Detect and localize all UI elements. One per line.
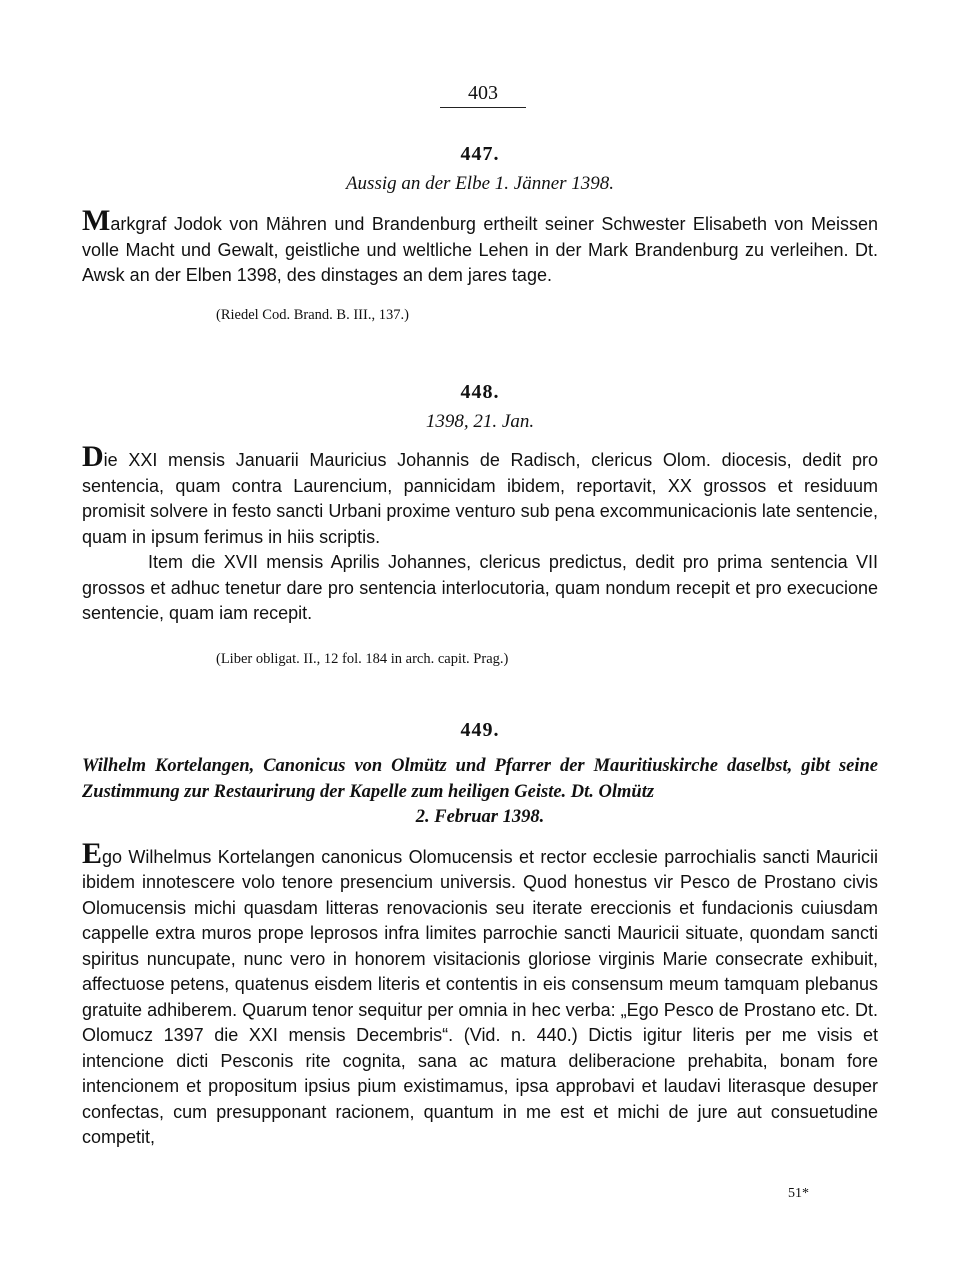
source-citation: (Liber obligat. II., 12 fol. 184 in arch. capit. Prag.) xyxy=(216,650,509,667)
entry-headline-date: 2. Februar 1398. xyxy=(415,807,545,827)
entry-dateline: 1398, 21. Jan. xyxy=(425,411,535,432)
signature-mark: 51* xyxy=(788,1186,809,1201)
entry-number: 449. xyxy=(460,719,500,741)
entry-449 xyxy=(82,718,878,1151)
drop-initial: M xyxy=(82,204,111,237)
entry-number: 447. xyxy=(460,143,500,165)
entry-headline: Wilhelm Kortelangen, Canonicus von Olmütz und Pfarrer der Mauritiuskirche daselbst, gibt seine Zustimmung zur Restaurirung der Kapelle zum heiligen Geiste. Dt. Olmütz xyxy=(82,756,878,802)
entry-text xyxy=(82,204,878,289)
entry-text xyxy=(82,836,878,1151)
entry-body: go Wilhelmus Kortelangen canonicus Olomucensis et rector ecclesie parrochialis sancti Mauricii ibidem innotescere volo tenore presencium universis. Quod honestus vir Pesco de Prostano civis Olomucensis michi quasdam litteras renovacionis seu iterate ereccionis et fundacionis cuiusdam cappelle extra muros prope leprosos infra limites parrochie sancti Mauricii situate, quondam sancti spiritus nuncupate, nunc vero in honorem visitacionis gloriose virginis Marie consecrate exhibuit, affectuose petens, quatenus eisdem literis et contentis in eis consensum meum tamquam plebanus gratuite adhiberem. Quarum tenor sequitur per omnia in hec verba: „Ego Pesco de Prostano etc. Dt. Olomucz 1397 die XXI mensis Decembris“. (Vid. n. 440.) Dictis igitur literis per me visis et intencione dicti Pesconis rite cognita, sana ac matura deliberacione prehabita, bonam fore intencionem et propositum ipsius pium existimamus, ipsa approbavi et laudavi literasque desuper confectas, cum presupponant racionem, quantum in me est et michi de jure aut consuetudine competit, xyxy=(82,846,878,1147)
entry-text-continued: Item die XVII mensis Aprilis Johannes, clericus predictus, dedit pro prima sentencia VII grossos et adhuc tenetur dare pro sentencia interlocutoria, quam nondum recepit et pro execucione sentencie, quam iam recepit. xyxy=(82,552,878,623)
drop-initial: D xyxy=(82,440,104,473)
entry-body: arkgraf Jodok von Mähren und Brandenburg ertheilt seiner Schwester Elisabeth von Meissen volle Macht und Gewalt, geistliche und weltliche Lehen in der Mark Brandenburg zu verleihen. Dt. Awsk an der Elben 1398, des dinstages an dem jares tage. xyxy=(82,214,878,285)
drop-initial: E xyxy=(82,836,103,870)
entry-448 xyxy=(82,380,878,669)
entry-text xyxy=(82,440,878,550)
source-citation: (Riedel Cod. Brand. B. III., 137.) xyxy=(216,306,409,323)
entry-dateline: Aussig an der Elbe 1. Jänner 1398. xyxy=(345,173,615,194)
entry-number: 448. xyxy=(460,381,500,403)
page-number: 403 xyxy=(440,82,526,108)
entry-447 xyxy=(82,142,878,325)
entry-body: ie XXI mensis Januarii Mauricius Johannis de Radisch, clericus Olom. diocesis, dedit pro sentencia, quam contra Laurencium, pannicidam ibidem, reportavit, XX grossos et residuum promisit solvere in festo sancti Urbani proxime venturo sub pena excommunicacionis late sentencie, quam in ipsum ferimus in hiis scriptis. xyxy=(82,450,878,547)
